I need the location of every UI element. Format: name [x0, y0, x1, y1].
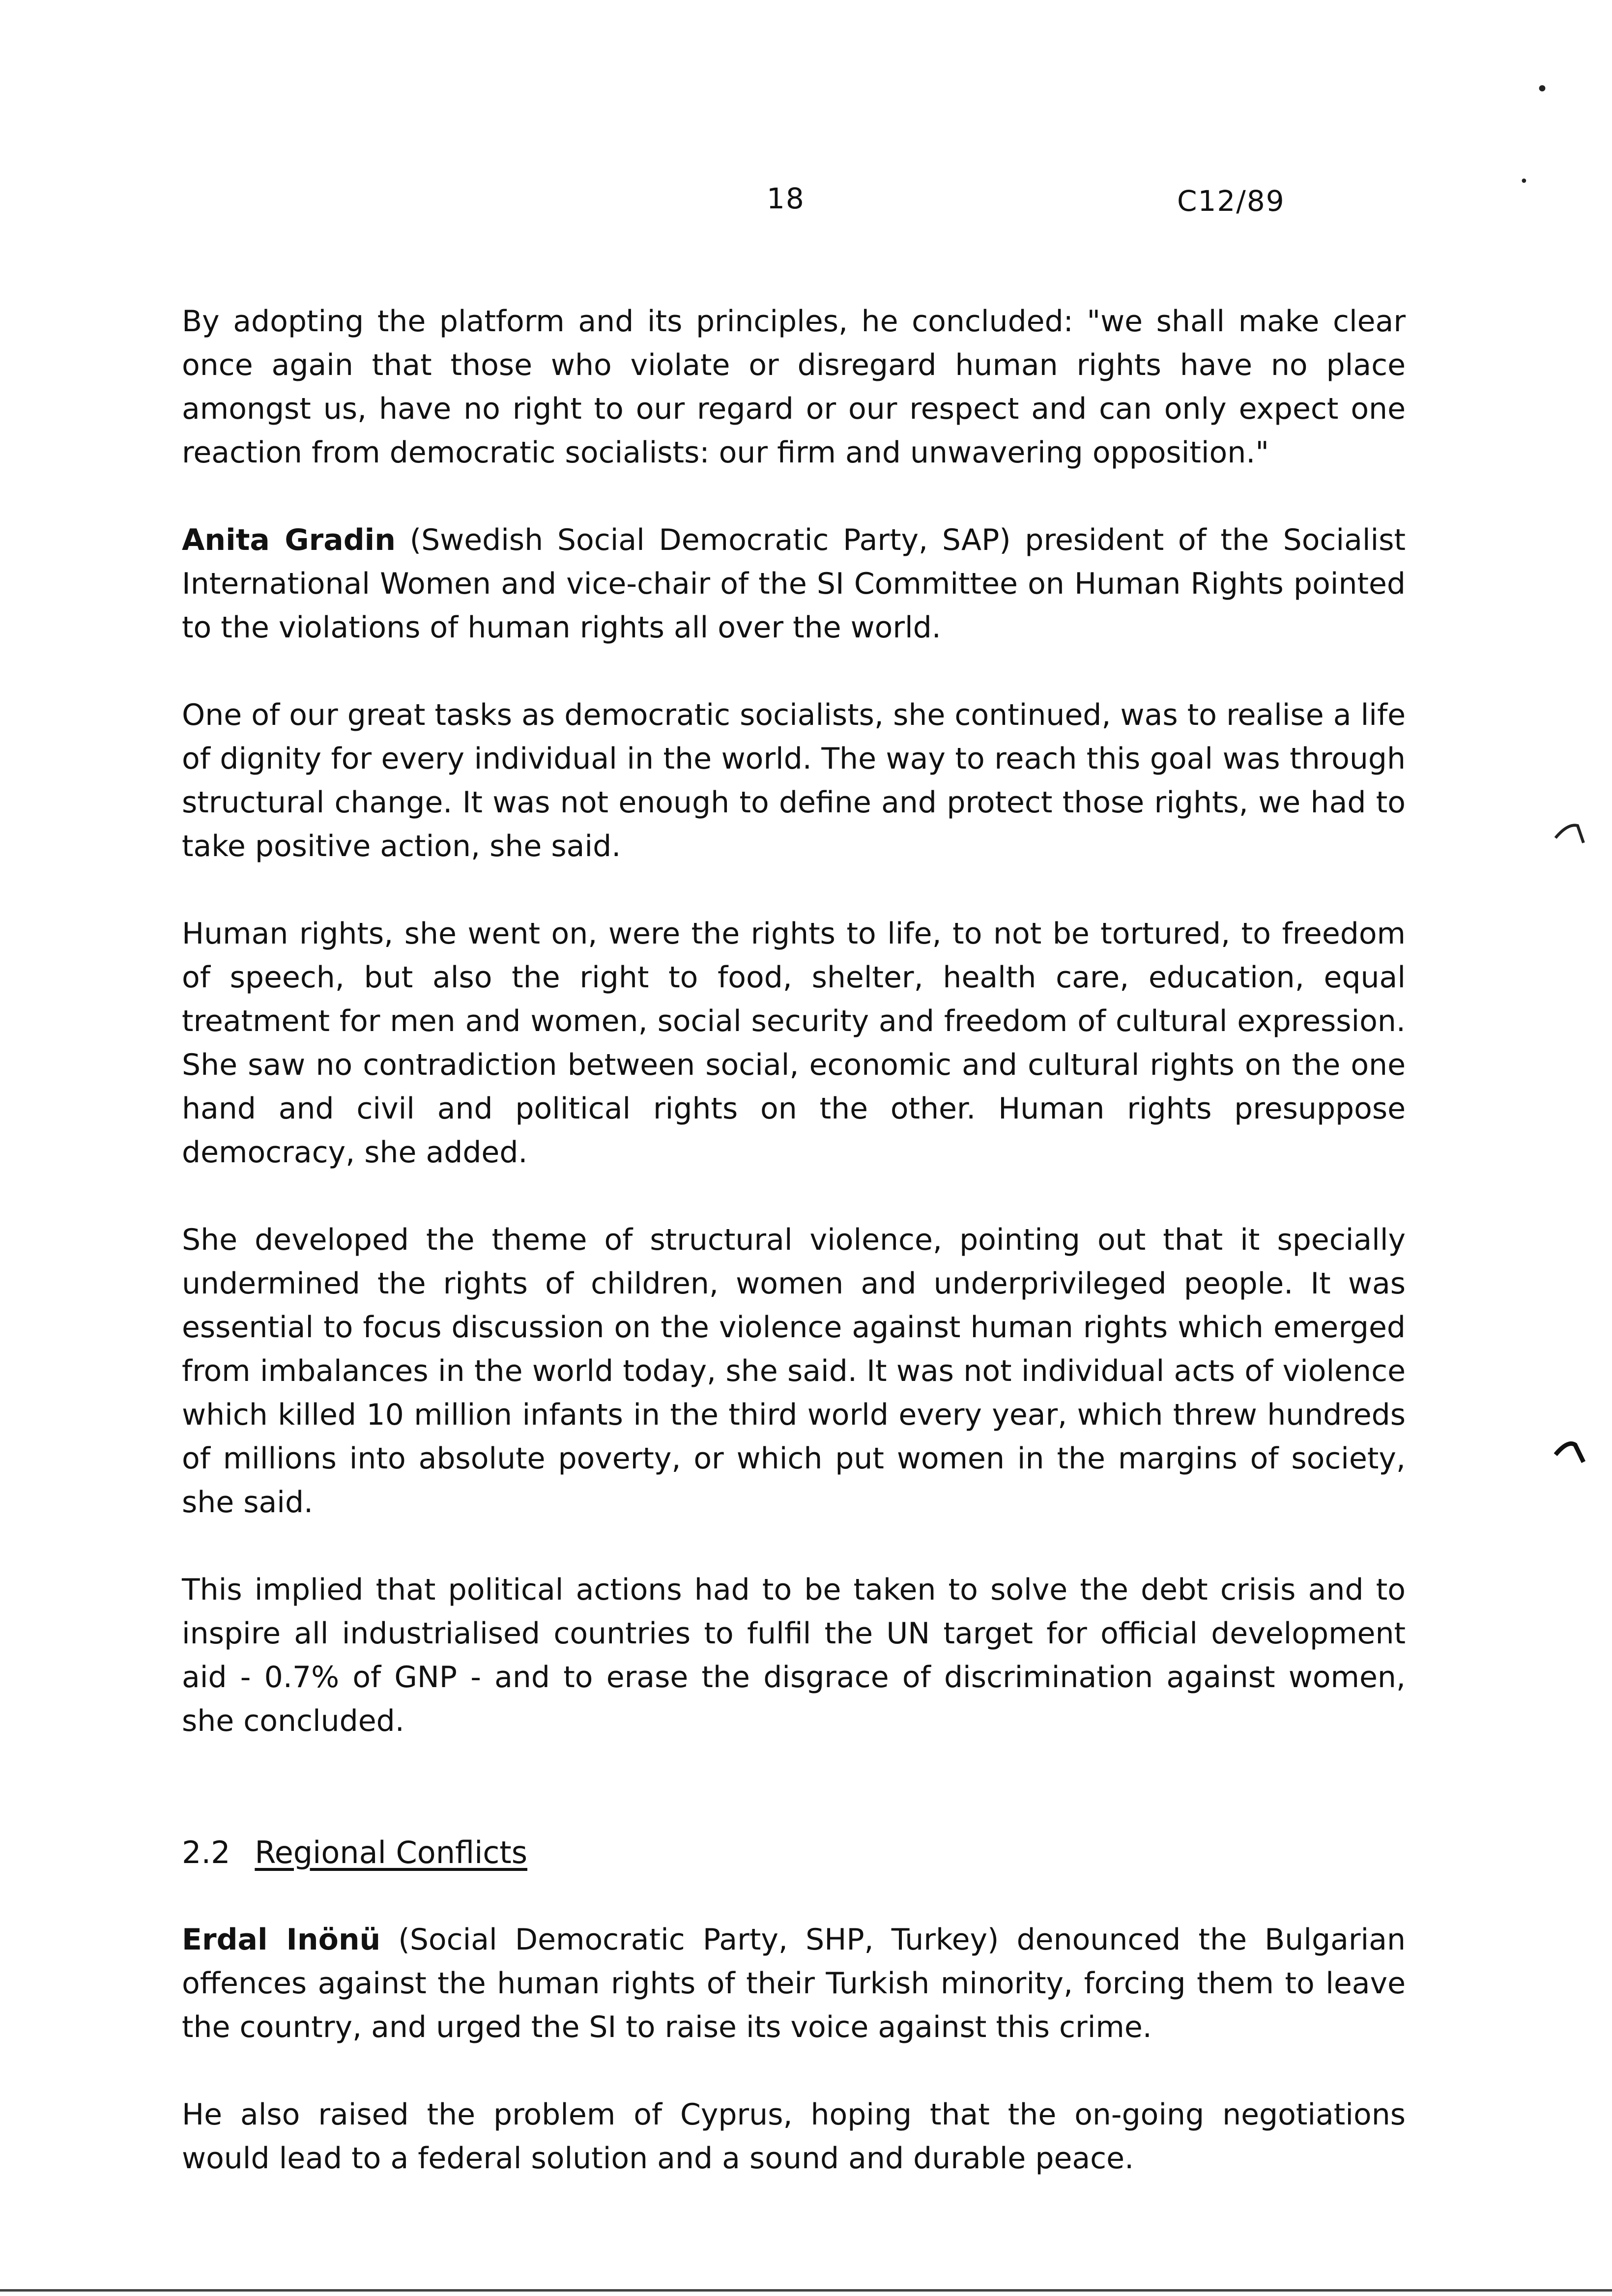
speaker-name: Anita Gradin [182, 523, 396, 557]
margin-annotation-mark [1553, 1437, 1587, 1467]
paragraph-anita-gradin [182, 518, 1406, 650]
paragraph-cyprus: He also raised the problem of Cyprus, hoping that the on-going negotiations would lead to a federal solution and a sound and durable peace. [182, 2097, 1406, 2176]
paragraph-erdal-inonu [182, 1918, 1406, 2049]
paragraph-political-actions: This implied that political actions had to be taken to solve the debt crisis and to inspire all industrialised countries to fulfil the UN target for official development aid - 0.7% of GNP - and to erase the disgrace of discrimination against women, she concluded. [182, 1573, 1406, 1738]
paragraph-structural-violence: She developed the theme of structural violence, pointing out that it specially undermined the rights of children, women and underprivileged people. It was essential to focus discussion on the violence against human rights which emerged from imbalances in the world today, she said. It was not individual acts of violence which killed 10 million infants in the third world every year, which threw hundreds of millions into absolute poverty, or which put women in the margins of society, she said. [182, 1223, 1406, 1520]
document-reference: C12/89 [1177, 184, 1285, 218]
paragraph-text: (Swedish Social Democratic Party, SAP) president of the Socialist International Women and vice-chair of the SI Committee on Human Rights pointed to the violations of human rights all over the world. [182, 523, 1406, 645]
page-number: 18 [767, 182, 805, 215]
scan-mark-dot: • [1520, 173, 1528, 190]
document-body [182, 300, 1406, 2224]
paragraph-concluding-quote: By adopting the platform and its principles, he concluded: "we shall make clear once again that those who violate or disregard human rights have no place amongst us, have no right to our regard or our respect and can only expect one reaction from democratic socialists: our firm and unwavering opposition." [182, 304, 1406, 470]
section-heading [182, 1831, 1406, 1874]
section-title: Regional Conflicts [255, 1835, 527, 1870]
paragraph-text: (Social Democratic Party, SHP, Turkey) denounced the Bulgarian offences against the human rights of their Turkish minority, forcing them to leave the country, and urged the SI to raise its voice against this crime. [182, 1923, 1406, 2044]
speaker-name: Erdal Inönü [182, 1923, 381, 1957]
margin-annotation-mark [1553, 818, 1587, 848]
section-number: 2.2 [182, 1835, 230, 1870]
page-bottom-edge [0, 2289, 1612, 2292]
scan-mark-dot: • [1536, 77, 1549, 102]
paragraph-human-rights: Human rights, she went on, were the rights to life, to not be tortured, to freedom of speech, but also the right to food, shelter, health care, education, equal treatment for men and women, social security and freedom of cultural expression. She saw no contradiction between social, economic and cultural rights on the one hand and civil and political rights on the other. Human rights presuppose democracy, she added. [182, 917, 1406, 1170]
paragraph-great-tasks: One of our great tasks as democratic socialists, she continued, was to realise a life of dignity for every individual in the world. The way to reach this goal was through structural change. It was not enough to define and protect those rights, we had to take positive action, she said. [182, 698, 1406, 863]
